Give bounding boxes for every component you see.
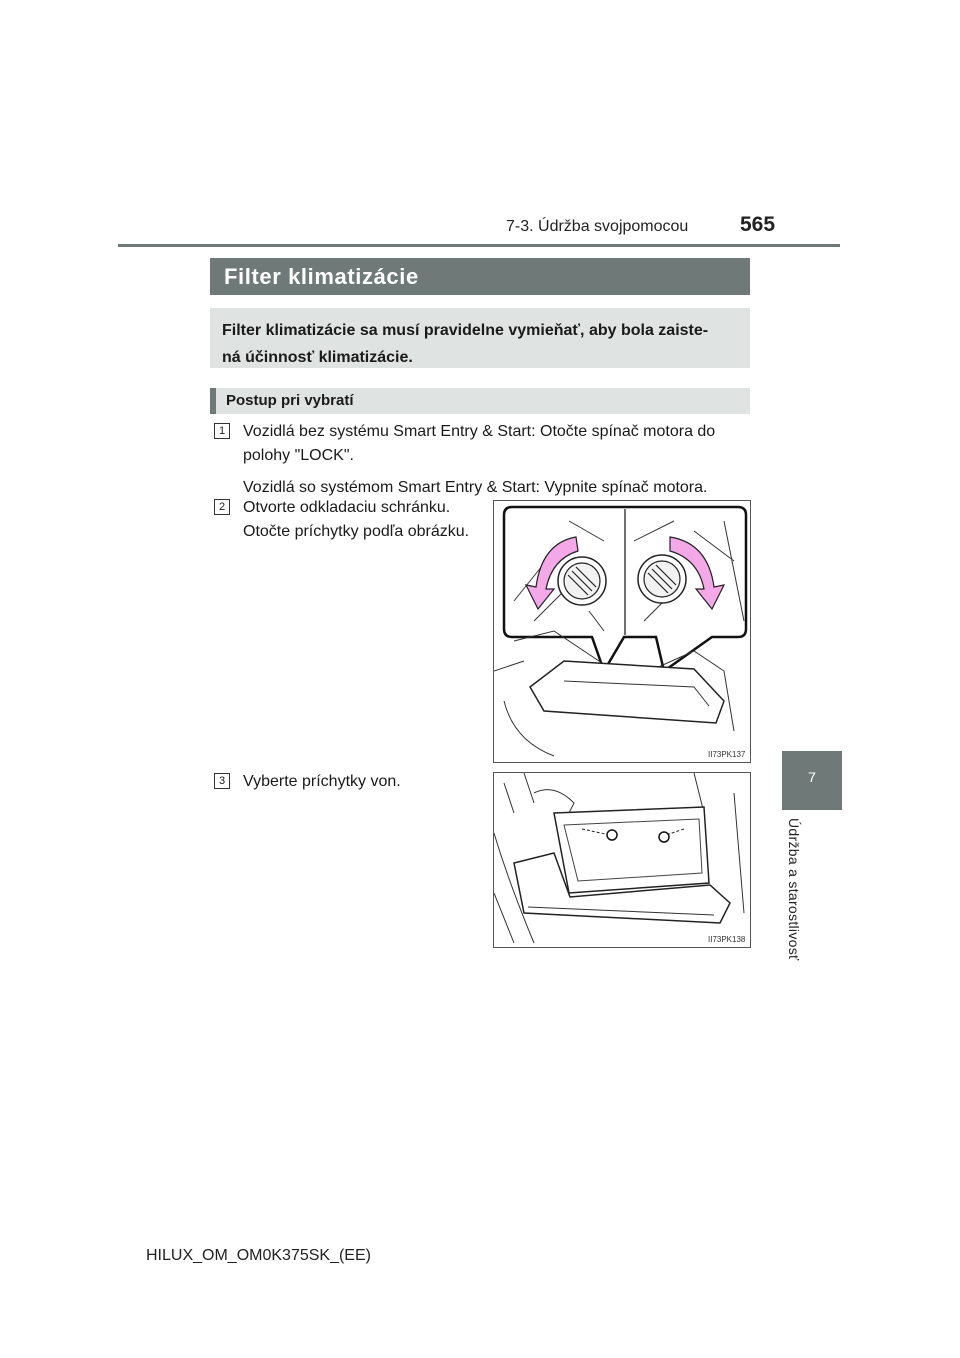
intro-box	[210, 308, 750, 368]
glovebox-clips-illustration	[494, 501, 750, 762]
clip-left-icon	[607, 830, 617, 840]
step-1-line-1: Vozidlá bez systému Smart Entry & Start: Otočte spínač motora do	[243, 423, 716, 440]
title-bar	[210, 258, 750, 295]
step-number-3: 3	[214, 773, 230, 789]
step-1-extra: Vozidlá so systémom Smart Entry & Start: Vypnite spínač motora.	[243, 479, 708, 496]
step-2-text	[243, 496, 483, 544]
chapter-label: Údržba a starostlivosť	[786, 818, 802, 961]
page-title: Filter klimatizácie	[224, 264, 419, 289]
figure-code-2: II73PK138	[708, 935, 746, 944]
intro-text	[222, 317, 742, 371]
step-2-line-1: Otvorte odkladaciu schránku.	[243, 499, 451, 516]
intro-line-2: ná účinnosť klimatizácie.	[222, 349, 413, 366]
clip-right-icon	[659, 832, 669, 842]
document-footer: HILUX_OM_OM0K375SK_(EE)	[146, 1247, 371, 1264]
step-number-2: 2	[214, 499, 230, 515]
step-3-line-1: Vyberte príchytky von.	[243, 773, 401, 790]
figure-remove-clips	[493, 772, 751, 948]
chapter-number: 7	[808, 769, 816, 785]
page-number: 565	[740, 213, 776, 236]
step-number-1: 1	[214, 423, 230, 439]
step-1-line-2: polohy "LOCK".	[243, 447, 354, 464]
header-divider	[118, 244, 840, 247]
remove-clips-illustration	[494, 773, 750, 947]
step-2-line-2: Otočte príchytky podľa obrázku.	[243, 523, 470, 540]
chapter-tab	[782, 751, 842, 810]
section-heading: 7-3. Údržba svojpomocou	[506, 218, 689, 235]
step-3-text	[243, 770, 483, 794]
intro-line-1: Filter klimatizácie sa musí pravidelne vymieňať, aby bola zaiste-	[222, 322, 709, 339]
subsection-bar	[210, 388, 750, 414]
subsection-accent	[210, 388, 216, 414]
figure-glovebox-clips	[493, 500, 751, 763]
figure-code-1: II73PK137	[708, 750, 746, 759]
step-1-text	[243, 420, 753, 500]
glovebox-lid	[530, 661, 724, 723]
subsection-title: Postup pri vybratí	[226, 392, 354, 409]
